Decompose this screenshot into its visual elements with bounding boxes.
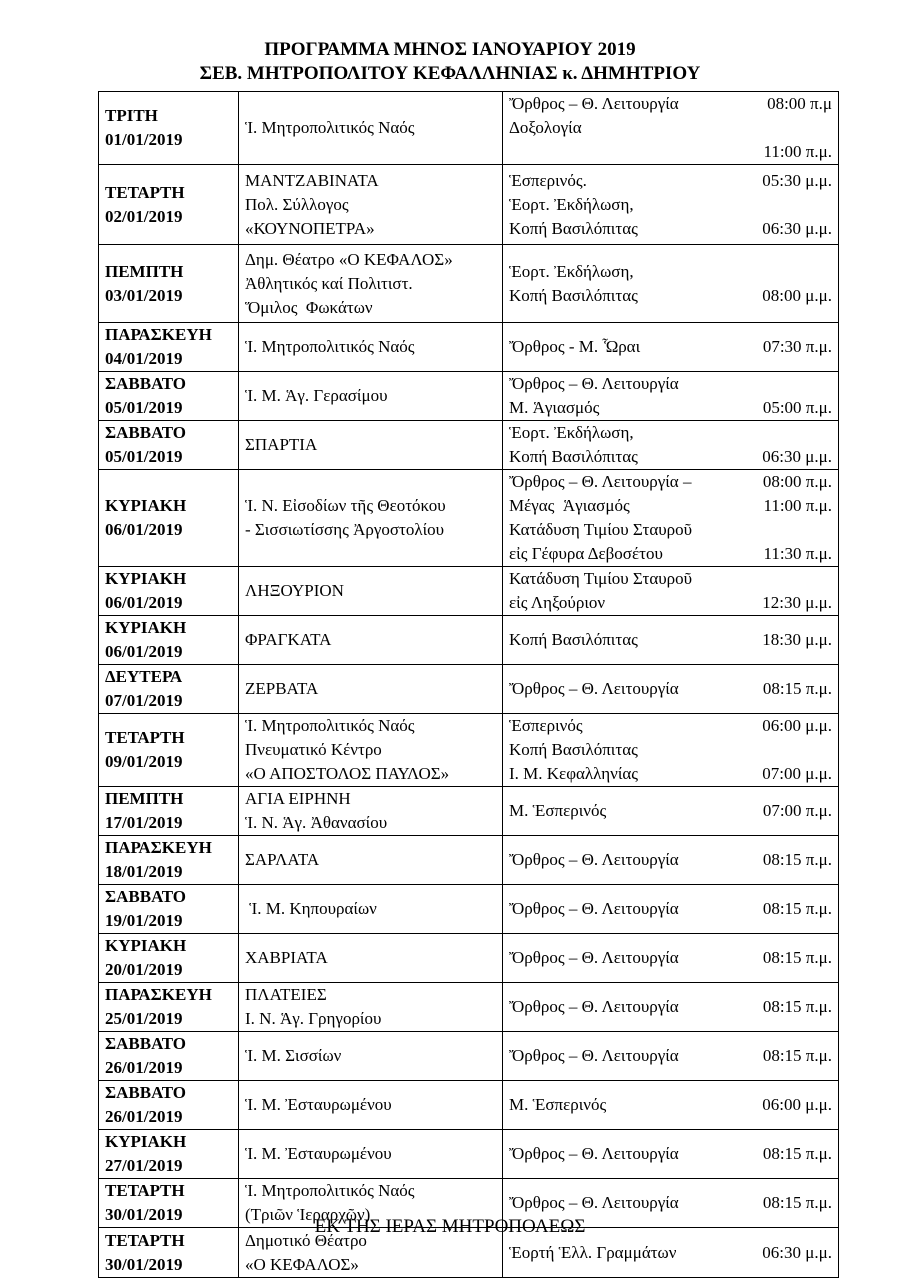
- place-line: «ΚΟΥΝΟΠΕΤΡΑ»: [245, 218, 375, 238]
- event-line: [509, 1191, 832, 1215]
- place-cell: [239, 567, 503, 616]
- table-row: [99, 714, 839, 787]
- table-row: [99, 934, 839, 983]
- table-row: [99, 421, 839, 470]
- place-line: Πνευματικό Κέντρο: [245, 740, 382, 759]
- event-time: 06:30 μ.μ.: [762, 218, 832, 238]
- event-line: [509, 1142, 832, 1166]
- event-cell: [503, 470, 839, 567]
- event-line: [509, 217, 832, 241]
- event-line: [509, 193, 832, 217]
- place-line: Δημ. Θέατρο «Ο ΚΕΦΑΛΟΣ»: [245, 249, 453, 269]
- place-line: ΠΛΑΤΕΙΕΣ: [245, 985, 327, 1004]
- event-line: [509, 445, 832, 469]
- date-value: 05/01/2019: [105, 447, 183, 466]
- event-line: [509, 762, 832, 786]
- date-value: 06/01/2019: [105, 642, 183, 661]
- event-time: [828, 116, 832, 140]
- event-text: Ὄρθρος – Θ. Λειτουργία: [509, 899, 679, 918]
- place-cell: [239, 372, 503, 421]
- event-cell: [503, 323, 839, 372]
- place-line: Ὅμιλος Φωκάτων: [245, 297, 373, 317]
- event-cell: [503, 885, 839, 934]
- place-cell: [239, 1081, 503, 1130]
- event-line: [509, 1093, 832, 1117]
- event-time: [828, 260, 832, 284]
- event-line: [509, 738, 832, 762]
- date-value: 03/01/2019: [105, 285, 183, 305]
- day-name: ΚΥΡΙΑΚΗ: [105, 618, 187, 637]
- day-name: ΣΑΒΒΑΤΟ: [105, 1034, 186, 1053]
- event-cell: [503, 983, 839, 1032]
- event-cell: [503, 1081, 839, 1130]
- day-name: ΠΑΡΑΣΚΕΥΗ: [105, 325, 212, 344]
- table-row: [99, 1081, 839, 1130]
- event-text: Ὄρθρος – Θ. Λειτουργία: [509, 94, 679, 113]
- day-name: ΚΥΡΙΑΚΗ: [105, 569, 187, 588]
- place-cell: [239, 983, 503, 1032]
- place-line: Ἱ. Μ. Ἐσταυρωμένου: [245, 1144, 392, 1163]
- table-row: [99, 567, 839, 616]
- event-line: [509, 494, 832, 518]
- date-value: 19/01/2019: [105, 911, 183, 930]
- table-row: [99, 665, 839, 714]
- event-text: Ὄρθρος – Θ. Λειτουργία: [509, 850, 679, 869]
- day-name: ΚΥΡΙΑΚΗ: [105, 1132, 187, 1151]
- event-time: 07:30 π.μ.: [762, 337, 832, 356]
- place-cell: [239, 92, 503, 165]
- place-line: Ἱ. Μητροπολιτικός Ναός: [245, 118, 415, 137]
- date-value: 26/01/2019: [105, 1107, 183, 1126]
- table-row: [99, 470, 839, 567]
- day-name: ΠΑΡΑΣΚΕΥΗ: [105, 985, 212, 1004]
- place-line: Ἱ. Μ. Ἁγ. Γερασίμου: [245, 386, 388, 405]
- place-line: Ἀθλητικός καί Πολιτιστ.: [245, 273, 413, 293]
- place-cell: [239, 421, 503, 470]
- place-line: - Σισσιωτίσσης Ἀργοστολίου: [245, 520, 445, 539]
- date-value: 26/01/2019: [105, 1058, 183, 1077]
- event-line: [509, 470, 832, 494]
- event-line: [509, 799, 832, 823]
- date-cell: [99, 1032, 239, 1081]
- date-value: 07/01/2019: [105, 691, 183, 710]
- place-line: Πολ. Σύλλογος: [245, 194, 349, 214]
- event-line: [509, 848, 832, 872]
- place-cell: [239, 665, 503, 714]
- event-line: [509, 421, 832, 445]
- event-time: 08:15 π.μ.: [762, 1144, 832, 1163]
- event-line: [509, 714, 832, 738]
- place-cell: [239, 165, 503, 245]
- place-line: ΣΑΡΛΑΤΑ: [245, 850, 320, 869]
- place-line: «Ο ΑΠΟΣΤΟΛΟΣ ΠΑΥΛΟΣ»: [245, 764, 450, 783]
- place-line: Δημοτικό Θέατρο: [245, 1230, 367, 1250]
- event-text: Ι. Μ. Κεφαλληνίας: [509, 764, 639, 783]
- event-line: [509, 140, 832, 164]
- event-time: [828, 372, 832, 396]
- date-cell: [99, 836, 239, 885]
- event-text: Μ. Ἑσπερινός: [509, 1095, 607, 1114]
- event-time: [828, 738, 832, 762]
- event-text: Ὄρθρος – Θ. Λειτουργία –: [509, 472, 692, 491]
- event-line: [509, 628, 832, 652]
- day-name: ΣΑΒΒΑΤΟ: [105, 887, 186, 906]
- date-cell: [99, 470, 239, 567]
- day-name: ΚΥΡΙΑΚΗ: [105, 496, 187, 515]
- date-cell: [99, 421, 239, 470]
- day-name: ΤΕΤΑΡΤΗ: [105, 1230, 185, 1250]
- day-name: ΤΕΤΑΡΤΗ: [105, 728, 185, 747]
- event-text: Μέγας Ἁγιασμός: [509, 496, 630, 515]
- event-text: Μ. Ἑσπερινός: [509, 801, 607, 820]
- event-line: [509, 372, 832, 396]
- event-cell: [503, 92, 839, 165]
- date-value: 02/01/2019: [105, 206, 183, 226]
- place-line: (Τριῶν Ἱεραρχῶν): [245, 1205, 371, 1224]
- event-time: 08:00 μ.μ.: [762, 285, 832, 305]
- event-text: Κατάδυση Τιμίου Σταυροῦ: [509, 520, 693, 539]
- event-cell: [503, 567, 839, 616]
- event-line: [509, 946, 832, 970]
- place-line: ΛΗΞΟΥΡΙΟΝ: [245, 581, 344, 600]
- place-line: Ἱ. Μητροπολιτικός Ναός: [245, 716, 415, 735]
- event-time: 08:15 π.μ.: [762, 899, 832, 918]
- place-cell: [239, 836, 503, 885]
- event-text: Ἑορτή Ἑλλ. Γραμμάτων: [509, 1242, 677, 1262]
- event-text: Ὄρθρος - Μ. Ὧραι: [509, 337, 641, 356]
- day-name: ΠΑΡΑΣΚΕΥΗ: [105, 838, 212, 857]
- event-line: [509, 396, 832, 420]
- event-cell: [503, 165, 839, 245]
- schedule-table-body: [99, 92, 839, 1278]
- event-time: 05:30 μ.μ.: [762, 170, 832, 190]
- page-subtitle: ΣΕΒ. ΜΗΤΡΟΠΟΛΙΤΟΥ ΚΕΦΑΛΛΗΝΙΑΣ κ. ΔΗΜΗΤΡΙΟΥ: [199, 63, 701, 84]
- place-line: Ἱ. Μητροπολιτικός Ναός: [245, 1181, 415, 1200]
- event-time: 08:15 π.μ.: [762, 997, 832, 1016]
- date-cell: [99, 1081, 239, 1130]
- date-cell: [99, 92, 239, 165]
- event-time: 11:30 π.μ.: [763, 544, 832, 563]
- event-time: [828, 421, 832, 445]
- event-time: 11:00 π.μ.: [763, 496, 832, 515]
- event-time: 12:30 μ.μ.: [762, 593, 832, 612]
- date-value: 09/01/2019: [105, 752, 183, 771]
- place-line: ΧΑΒΡΙΑΤΑ: [245, 948, 328, 967]
- event-cell: [503, 372, 839, 421]
- page-title: ΠΡΟΓΡΑΜΜΑ ΜΗΝΟΣ ΙΑΝΟΥΑΡΙΟΥ 2019: [264, 39, 636, 60]
- event-time: 08:00 π.μ: [767, 94, 832, 113]
- date-value: 30/01/2019: [105, 1205, 183, 1224]
- event-text: Κοπή Βασιλόπιτας: [509, 218, 638, 238]
- event-line: [509, 169, 832, 193]
- event-text: Ὄρθρος – Θ. Λειτουργία: [509, 997, 679, 1016]
- footer-text: ΕΚ ΤΗΣ ΙΕΡΑΣ ΜΗΤΡΟΠΟΛΕΩΣ: [314, 1216, 586, 1237]
- place-line: ΣΠΑΡΤΙΑ: [245, 435, 318, 454]
- event-cell: [503, 245, 839, 323]
- event-time: 08:15 π.μ.: [762, 850, 832, 869]
- event-time: 08:15 π.μ.: [762, 679, 832, 698]
- date-cell: [99, 787, 239, 836]
- event-text: εἰς Γέφυρα Δεβοσέτου: [509, 544, 663, 563]
- place-line: Ἱ. Ν. Ἁγ. Ἀθανασίου: [245, 813, 388, 832]
- table-row: [99, 836, 839, 885]
- table-row: [99, 787, 839, 836]
- day-name: ΣΑΒΒΑΤΟ: [105, 1083, 186, 1102]
- event-time: 05:00 π.μ.: [762, 398, 832, 417]
- date-cell: [99, 323, 239, 372]
- day-name: ΣΑΒΒΑΤΟ: [105, 423, 186, 442]
- date-cell: [99, 245, 239, 323]
- day-name: ΤΕΤΑΡΤΗ: [105, 182, 185, 202]
- day-name: ΚΥΡΙΑΚΗ: [105, 936, 187, 955]
- table-row: [99, 323, 839, 372]
- event-line: [509, 677, 832, 701]
- place-line: «Ο ΚΕΦΑΛΟΣ»: [245, 1254, 359, 1274]
- event-text: Ὄρθρος – Θ. Λειτουργία: [509, 1144, 679, 1163]
- event-time: [828, 518, 832, 542]
- table-row: [99, 1032, 839, 1081]
- place-cell: [239, 934, 503, 983]
- event-time: 06:00 μ.μ.: [762, 716, 832, 735]
- place-cell: [239, 245, 503, 323]
- date-cell: [99, 934, 239, 983]
- date-cell: [99, 714, 239, 787]
- event-cell: [503, 665, 839, 714]
- event-cell: [503, 714, 839, 787]
- place-line: Ἱ. Μ. Ἐσταυρωμένου: [245, 1095, 392, 1114]
- date-value: 18/01/2019: [105, 862, 183, 881]
- event-line: [509, 260, 832, 284]
- date-value: 06/01/2019: [105, 593, 183, 612]
- event-cell: [503, 836, 839, 885]
- place-line: Ἱ. Μητροπολιτικός Ναός: [245, 337, 415, 356]
- date-cell: [99, 885, 239, 934]
- event-line: [509, 1241, 832, 1265]
- date-value: 17/01/2019: [105, 813, 183, 832]
- event-text: Ἑσπερινός: [509, 716, 583, 735]
- event-time: 08:15 π.μ.: [762, 948, 832, 967]
- place-cell: [239, 1032, 503, 1081]
- event-time: 06:00 μ.μ.: [762, 1095, 832, 1114]
- day-name: ΤΕΤΑΡΤΗ: [105, 1181, 185, 1200]
- table-row: [99, 245, 839, 323]
- date-cell: [99, 616, 239, 665]
- event-line: [509, 591, 832, 615]
- event-line: [509, 542, 832, 566]
- event-line: [509, 335, 832, 359]
- date-cell: [99, 665, 239, 714]
- event-line: [509, 284, 832, 308]
- event-time: 07:00 π.μ.: [762, 801, 832, 820]
- event-text: Κατάδυση Τιμίου Σταυροῦ: [509, 569, 693, 588]
- date-value: 25/01/2019: [105, 1009, 183, 1028]
- date-cell: [99, 567, 239, 616]
- place-line: ΜΑΝΤΖΑΒΙΝΑΤΑ: [245, 170, 379, 190]
- event-text: Ἑορτ. Ἐκδήλωση,: [509, 423, 634, 442]
- event-time: 06:30 μ.μ.: [762, 447, 832, 466]
- event-time: 08:15 π.μ.: [762, 1046, 832, 1065]
- event-cell: [503, 1032, 839, 1081]
- place-line: Ἱ. Ν. Εἰσοδίων τῆς Θεοτόκου: [245, 496, 446, 515]
- table-row: [99, 165, 839, 245]
- event-text: Κοπή Βασιλόπιτας: [509, 740, 638, 759]
- event-cell: [503, 421, 839, 470]
- table-row: [99, 372, 839, 421]
- date-value: 04/01/2019: [105, 349, 183, 368]
- event-text: Δοξολογία: [509, 118, 582, 137]
- event-text: Ἑορτ. Ἐκδήλωση,: [509, 194, 634, 214]
- event-time: 08:15 π.μ.: [762, 1193, 832, 1212]
- place-cell: [239, 616, 503, 665]
- event-text: Ὄρθρος – Θ. Λειτουργία: [509, 1193, 679, 1212]
- event-line: [509, 518, 832, 542]
- event-text: Ὄρθρος – Θ. Λειτουργία: [509, 948, 679, 967]
- event-line: [509, 1044, 832, 1068]
- day-name: ΠΕΜΠΤΗ: [105, 261, 184, 281]
- day-name: ΣΑΒΒΑΤΟ: [105, 374, 186, 393]
- date-value: 05/01/2019: [105, 398, 183, 417]
- event-text: Ὄρθρος – Θ. Λειτουργία: [509, 679, 679, 698]
- event-time: 06:30 μ.μ.: [762, 1242, 832, 1262]
- event-text: Ἑορτ. Ἐκδήλωση,: [509, 261, 634, 281]
- table-row: [99, 616, 839, 665]
- place-cell: [239, 1130, 503, 1179]
- place-line: ΖΕΡΒΑΤΑ: [245, 679, 319, 698]
- table-row: [99, 1130, 839, 1179]
- place-cell: [239, 470, 503, 567]
- event-text: Ἑσπερινός.: [509, 170, 587, 190]
- schedule-table: [98, 91, 839, 1278]
- date-value: 06/01/2019: [105, 520, 183, 539]
- event-text: Κοπή Βασιλόπιτας: [509, 285, 638, 305]
- table-row: [99, 983, 839, 1032]
- event-line: [509, 116, 832, 140]
- event-text: Κοπή Βασιλόπιτας: [509, 447, 638, 466]
- date-value: 20/01/2019: [105, 960, 183, 979]
- place-cell: [239, 323, 503, 372]
- place-line: Ἱ. Μ. Σισσίων: [245, 1046, 342, 1065]
- event-time: 08:00 π.μ.: [762, 472, 832, 491]
- place-line: Ἱ. Μ. Κηπουραίων: [245, 899, 377, 918]
- event-text: Ὄρθρος – Θ. Λειτουργία: [509, 1046, 679, 1065]
- date-cell: [99, 372, 239, 421]
- event-text: Κοπή Βασιλόπιτας: [509, 630, 638, 649]
- event-line: [509, 567, 832, 591]
- event-line: [509, 92, 832, 116]
- event-time: 18:30 μ.μ.: [762, 630, 832, 649]
- event-time: 11:00 π.μ.: [763, 142, 832, 161]
- table-row: [99, 92, 839, 165]
- event-line: [509, 995, 832, 1019]
- event-cell: [503, 616, 839, 665]
- place-cell: [239, 787, 503, 836]
- date-cell: [99, 983, 239, 1032]
- event-line: [509, 897, 832, 921]
- place-line: ΦΡΑΓΚΑΤΑ: [245, 630, 332, 649]
- place-cell: [239, 714, 503, 787]
- event-cell: [503, 934, 839, 983]
- place-line: Ι. Ν. Ἁγ. Γρηγορίου: [245, 1009, 382, 1028]
- table-row: [99, 885, 839, 934]
- event-cell: [503, 1130, 839, 1179]
- place-line: ΑΓΙΑ ΕΙΡΗΝΗ: [245, 789, 351, 808]
- event-text: Μ. Ἁγιασμός: [509, 398, 600, 417]
- event-time: [828, 193, 832, 217]
- event-time: 07:00 μ.μ.: [762, 764, 832, 783]
- day-name: ΤΡΙΤΗ: [105, 106, 158, 125]
- date-cell: [99, 165, 239, 245]
- event-text: εἰς Ληξούριον: [509, 593, 606, 612]
- date-value: 27/01/2019: [105, 1156, 183, 1175]
- date-cell: [99, 1130, 239, 1179]
- day-name: ΠΕΜΠΤΗ: [105, 789, 184, 808]
- event-time: [828, 567, 832, 591]
- date-value: 01/01/2019: [105, 130, 183, 149]
- place-cell: [239, 885, 503, 934]
- event-cell: [503, 787, 839, 836]
- event-text: Ὄρθρος – Θ. Λειτουργία: [509, 374, 679, 393]
- date-value: 30/01/2019: [105, 1254, 183, 1274]
- day-name: ΔΕΥΤΕΡΑ: [105, 667, 183, 686]
